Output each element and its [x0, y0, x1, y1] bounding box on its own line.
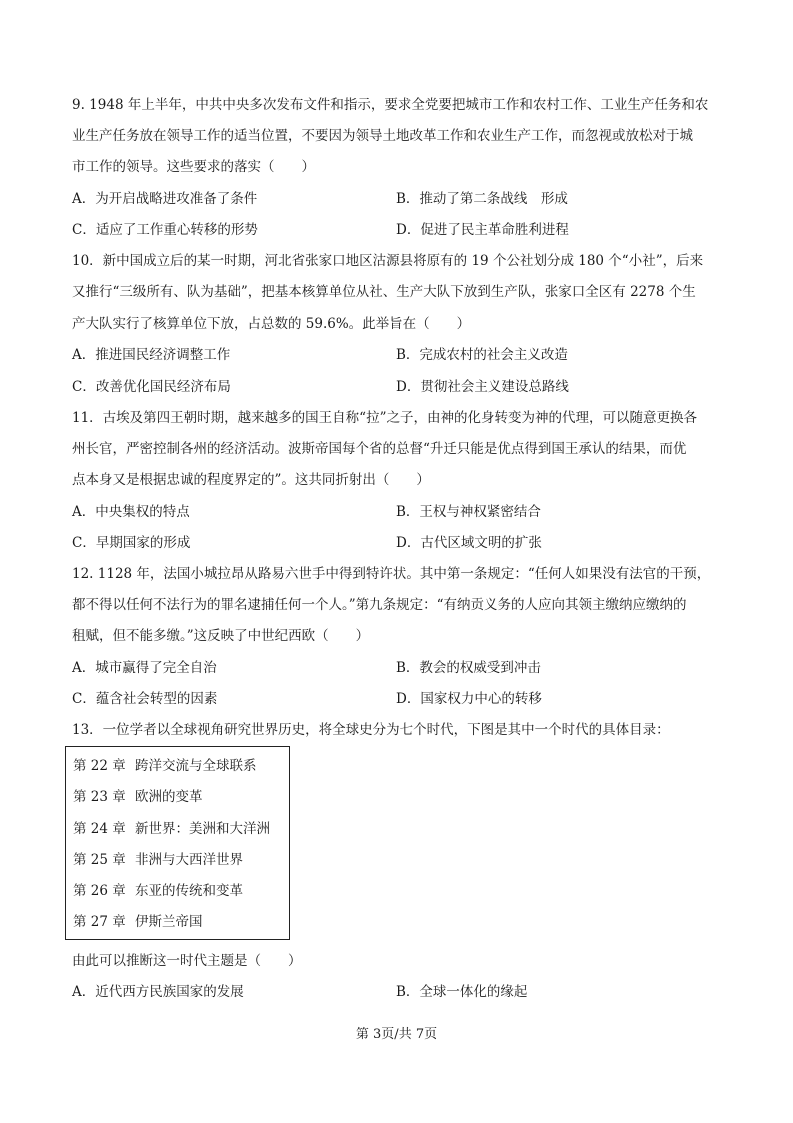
q12-option-c: C．蕴含社会转型的因素 [72, 691, 218, 707]
toc-chapter: 第 22 章 [73, 758, 126, 774]
toc-title: 东亚的传统和变革 [135, 883, 243, 899]
q11-option-a: A．中央集权的特点 [72, 504, 190, 520]
q13-option-b: B．全球一体化的缘起 [396, 984, 528, 1000]
q10-stem-line-1: 10．新中国成立后的某一时期，河北省张家口地区沽源县将原有的 19 个公社划分成 180 个“小社”，后来 [72, 253, 704, 269]
q12-stem-line-2: 都不得以任何不法行为的罪名逮捕任何一个人。”第九条规定：“有纳贡义务的人应向其领主缴纳应缴纳的 [72, 597, 687, 613]
q13-question: 由此可以推断这一时代主题是（ ） [72, 953, 302, 969]
toc-title: 欧洲的变革 [135, 789, 203, 805]
toc-chapter: 第 27 章 [73, 914, 126, 930]
q13-option-a: A．近代西方民族国家的发展 [72, 984, 244, 1000]
q11-stem-line-3: 点本身又是根据忠诚的程度界定的”。这共同折射出（ ） [72, 472, 430, 488]
toc-title: 跨洋交流与全球联系 [135, 758, 257, 774]
q10-option-b: B．完成农村的社会主义改造 [396, 347, 568, 363]
q12-option-d: D．国家权力中心的转移 [396, 691, 542, 707]
toc-chapter: 第 25 章 [73, 852, 126, 868]
toc-chapter: 第 23 章 [73, 789, 126, 805]
toc-item [73, 912, 203, 932]
q10-stem-line-2: 又推行“三级所有、队为基础”，把基本核算单位从社、生产大队下放到生产队，张家口全区有 2278 个生 [72, 284, 696, 300]
toc-title: 新世界：美洲和大洋洲 [135, 821, 270, 837]
q10-option-c: C．改善优化国民经济布局 [72, 379, 231, 395]
q9-stem-line-1: 9. 1948 年上半年，中共中央多次发布文件和指示，要求全党要把城市工作和农村工作、工业生产任务和农 [72, 97, 709, 113]
toc-title: 伊斯兰帝国 [135, 914, 203, 930]
q11-stem-line-1: 11．古埃及第四王朝时期，越来越多的国王自称“拉”之子，由神的化身转变为神的代理，可以随意更换各 [72, 410, 697, 426]
q11-option-c: C．早期国家的形成 [72, 535, 191, 551]
q9-stem-line-2: 业生产任务放在领导工作的适当位置，不要因为领导土地改革工作和农业生产工作，而忽视或放松对于城 [72, 128, 693, 144]
q9-option-b: B．推动了第二条战线 形成 [396, 191, 568, 207]
q9-option-a: A．为开启战略进攻准备了条件 [72, 191, 258, 207]
q11-stem-line-2: 州长官，严密控制各州的经济活动。波斯帝国每个省的总督“升迁只能是优点得到国王承认的结果，而优 [72, 441, 687, 457]
page-number-footer: 第 3页/共 7页 [355, 1027, 438, 1042]
toc-item [73, 756, 257, 776]
q9-option-c: C．适应了工作重心转移的形势 [72, 222, 258, 238]
toc-item [73, 881, 243, 901]
q12-option-b: B．教会的权威受到冲击 [396, 660, 541, 676]
toc-chapter: 第 26 章 [73, 883, 126, 899]
toc-item [73, 787, 203, 807]
q12-stem-line-1: 12. 1128 年，法国小城拉昂从路易六世手中得到特许状。其中第一条规定：“任何人如果没有法官的干预， [72, 566, 711, 582]
table-of-contents-box [65, 746, 290, 940]
q11-option-d: D．古代区域文明的扩张 [396, 535, 542, 551]
toc-item [73, 819, 270, 839]
toc-chapter: 第 24 章 [73, 821, 126, 837]
toc-title: 非洲与大西洋世界 [135, 852, 243, 868]
q11-option-b: B．王权与神权紧密结合 [396, 504, 541, 520]
q12-stem-line-3: 租赋，但不能多缴。”这反映了中世纪西欧（ ） [72, 628, 370, 644]
q10-option-d: D．贯彻社会主义建设总路线 [396, 379, 569, 395]
toc-item [73, 850, 243, 870]
q10-option-a: A．推进国民经济调整工作 [72, 347, 231, 363]
q10-stem-line-3: 产大队实行了核算单位下放，占总数的 59.6%。此举旨在（ ） [72, 316, 471, 332]
q13-stem: 13．一位学者以全球视角研究世界历史，将全球史分为七个时代，下图是其中一个时代的具体目录： [72, 722, 670, 738]
q12-option-a: A．城市赢得了完全自治 [72, 660, 217, 676]
q9-option-d: D．促进了民主革命胜利进程 [396, 222, 569, 238]
q9-stem-line-3: 市工作的领导。这些要求的落实（ ） [72, 159, 315, 175]
